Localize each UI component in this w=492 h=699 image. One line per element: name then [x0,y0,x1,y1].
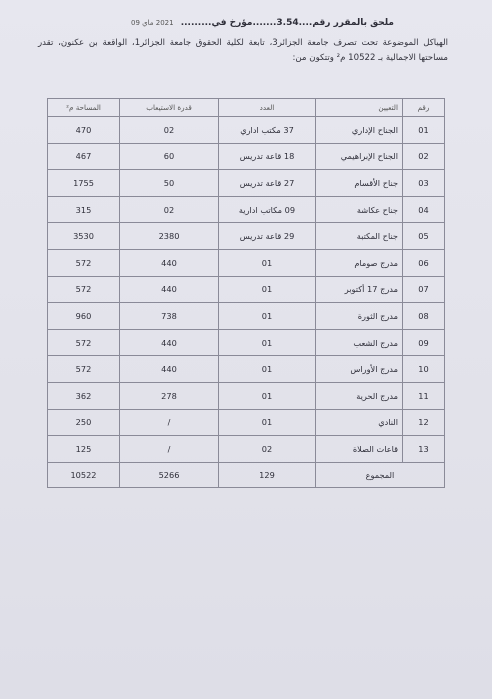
decree-header [110,18,394,28]
row-count: 01 [219,276,316,303]
row-number: 03 [403,170,445,197]
row-number: 04 [403,196,445,223]
row-capacity: 440 [120,276,219,303]
total-capacity: 5266 [120,462,219,487]
total-count: 129 [219,462,316,487]
row-count: 01 [219,356,316,383]
row-number: 06 [403,249,445,276]
row-designation: قاعات الصلاة [316,436,403,463]
row-area: 125 [48,436,120,463]
row-designation: الجناح الإبراهيمي [316,143,403,170]
row-capacity: / [120,436,219,463]
row-designation: الجناح الإداري [316,117,403,144]
row-count: 18 قاعة تدريس [219,143,316,170]
row-designation: النادي [316,409,403,436]
row-capacity: 60 [120,143,219,170]
row-area: 362 [48,382,120,409]
row-count: 01 [219,249,316,276]
row-area: 3530 [48,223,120,250]
table-row [48,409,445,436]
table-row [48,196,445,223]
row-area: 1755 [48,170,120,197]
table-row [48,303,445,330]
table-header-row [48,99,445,117]
row-number: 07 [403,276,445,303]
row-area: 960 [48,303,120,330]
row-capacity: / [120,409,219,436]
header-designation: التعيين [316,99,403,117]
total-row [48,462,445,487]
row-capacity: 02 [120,196,219,223]
row-capacity: 50 [120,170,219,197]
row-designation: مدرج الحرية [316,382,403,409]
row-count: 29 قاعة تدريس [219,223,316,250]
row-count: 01 [219,329,316,356]
intro-paragraph: الهياكل الموضوعة تحت تصرف جامعة الجزائر3، تابعة لكلية الحقوق جامعة الجزائر1، الواقعة بن عكنون، تقدر مساحتها الاجمالية بـ 10522 م² وتتكون من: [38,38,448,63]
row-number: 12 [403,409,445,436]
header-capacity: قدرة الاستيعاب [120,99,219,117]
row-number: 02 [403,143,445,170]
row-capacity: 02 [120,117,219,144]
structures-table [47,98,445,488]
row-number: 05 [403,223,445,250]
header-count: العدد [219,99,316,117]
table-row [48,329,445,356]
row-designation: مدرج صومام [316,249,403,276]
table-row [48,382,445,409]
header-area: المساحة م² [48,99,120,117]
row-area: 467 [48,143,120,170]
row-capacity: 440 [120,249,219,276]
table-row [48,170,445,197]
row-count: 01 [219,303,316,330]
row-number: 01 [403,117,445,144]
table-row [48,223,445,250]
row-number: 11 [403,382,445,409]
row-capacity: 278 [120,382,219,409]
row-number: 09 [403,329,445,356]
row-number: 10 [403,356,445,383]
row-capacity: 738 [120,303,219,330]
row-area: 250 [48,409,120,436]
row-area: 470 [48,117,120,144]
table-row [48,249,445,276]
row-designation: مدرج الثورة [316,303,403,330]
row-area: 572 [48,356,120,383]
row-capacity: 2380 [120,223,219,250]
row-number: 08 [403,303,445,330]
decree-date: 2021 ماي 09 [131,19,174,27]
row-count: 01 [219,382,316,409]
row-designation: جناح الأقسام [316,170,403,197]
row-number: 13 [403,436,445,463]
row-count: 27 قاعة تدريس [219,170,316,197]
table-row [48,143,445,170]
row-capacity: 440 [120,356,219,383]
row-designation: مدرج الأوراس [316,356,403,383]
row-designation: جناح المكتبة [316,223,403,250]
table-row [48,436,445,463]
decree-title: ملحق بالمقرر رقم....3.54.......مؤرخ في......... [180,18,394,28]
row-count: 09 مكاتب ادارية [219,196,316,223]
table-row [48,276,445,303]
row-designation: جناح عكاشة [316,196,403,223]
row-designation: مدرج الشعب [316,329,403,356]
total-label: المجموع [316,462,445,487]
row-area: 572 [48,249,120,276]
table-row [48,356,445,383]
total-area: 10522 [48,462,120,487]
row-count: 37 مكتب اداري [219,117,316,144]
row-count: 02 [219,436,316,463]
header-number: رقم [403,99,445,117]
row-capacity: 440 [120,329,219,356]
row-count: 01 [219,409,316,436]
table-row [48,117,445,144]
row-area: 315 [48,196,120,223]
row-area: 572 [48,276,120,303]
row-area: 572 [48,329,120,356]
row-designation: مدرج 17 أكتوبر [316,276,403,303]
